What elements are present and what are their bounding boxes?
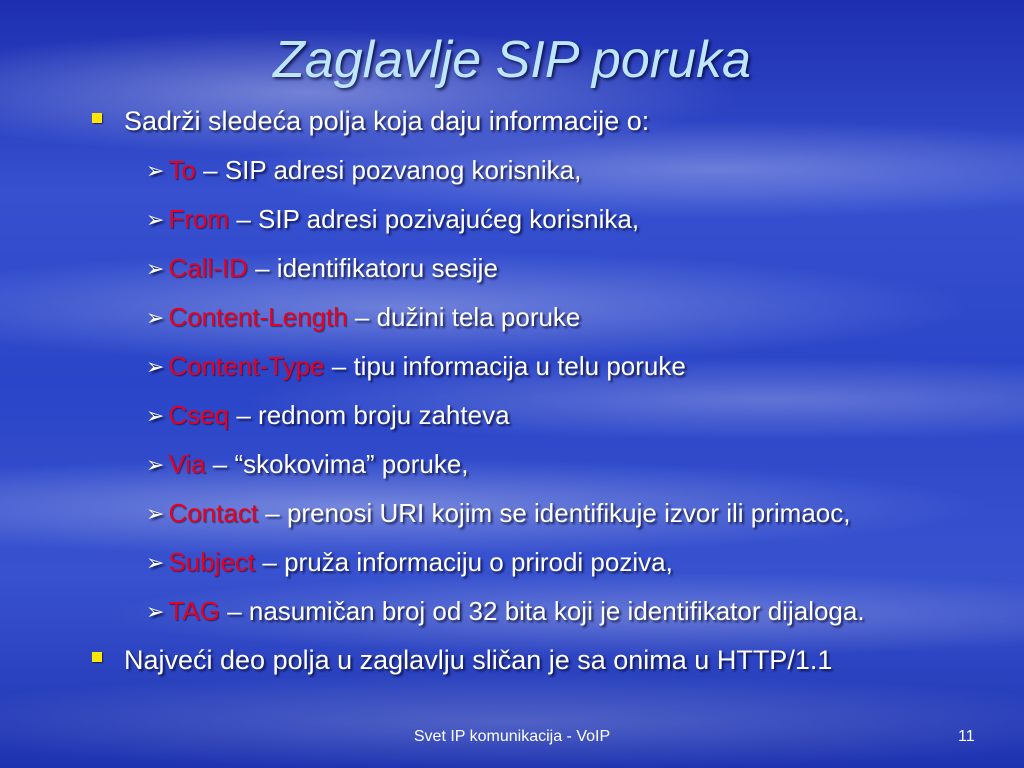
field-description: – pruža informaciju o prirodi poziva, <box>255 547 673 577</box>
field-description: – dužini tela poruke <box>347 302 581 332</box>
field-keyword: Content-Type <box>168 351 325 381</box>
field-item-to <box>146 155 581 186</box>
field-item-call-id <box>146 253 498 284</box>
field-description: – identifikatoru sesije <box>247 253 498 283</box>
square-bullet-icon <box>92 652 102 662</box>
field-description: – SIP adresi pozivajućeg korisnika, <box>229 204 640 234</box>
arrowhead-bullet-icon: ➢ <box>146 403 165 428</box>
bullet-item-summary <box>92 645 832 676</box>
bullet-text: Najveći deo polja u zaglavlju sličan je sa onima u HTTP/1.1 <box>124 645 833 675</box>
field-description: – rednom broju zahteva <box>229 400 510 430</box>
field-description: – “skokovima” poruke, <box>205 449 469 479</box>
field-keyword: From <box>168 204 230 234</box>
field-keyword: Contact <box>168 498 259 528</box>
field-item-from <box>146 204 639 235</box>
field-item-content-length <box>146 302 580 333</box>
field-item-cseq <box>146 400 510 431</box>
field-item-tag <box>146 596 865 627</box>
field-keyword: Call-ID <box>168 253 248 283</box>
arrowhead-bullet-icon: ➢ <box>146 305 165 330</box>
arrowhead-bullet-icon: ➢ <box>146 501 165 526</box>
field-description: – nasumičan broj od 32 bita koji je identifikator dijaloga. <box>219 596 865 626</box>
field-description: – prenosi URI kojim se identifikuje izvor ili primaoc, <box>258 498 851 528</box>
square-bullet-icon <box>92 113 102 123</box>
field-keyword: Subject <box>168 547 256 577</box>
field-keyword: Via <box>168 449 206 479</box>
field-item-subject <box>146 547 673 578</box>
field-description: – SIP adresi pozvanog korisnika, <box>195 155 582 185</box>
arrowhead-bullet-icon: ➢ <box>146 550 165 575</box>
field-keyword: Content-Length <box>168 302 348 332</box>
field-keyword: TAG <box>168 596 220 626</box>
field-keyword: To <box>168 155 196 185</box>
arrowhead-bullet-icon: ➢ <box>146 158 165 183</box>
field-item-content-type <box>146 351 686 382</box>
slide-title: Zaglavlje SIP poruka <box>273 31 751 89</box>
bullet-text: Sadrži sledeća polja koja daju informacije o: <box>124 106 650 136</box>
arrowhead-bullet-icon: ➢ <box>146 452 165 477</box>
slide-page-number: 11 <box>958 728 975 745</box>
slide-footer: Svet IP komunikacija - VoIP <box>413 728 611 745</box>
field-description: – tipu informacija u telu poruke <box>324 351 686 381</box>
arrowhead-bullet-icon: ➢ <box>146 207 165 232</box>
arrowhead-bullet-icon: ➢ <box>146 354 165 379</box>
arrowhead-bullet-icon: ➢ <box>146 599 165 624</box>
field-keyword: Cseq <box>168 400 230 430</box>
bullet-item-intro <box>92 106 649 137</box>
field-item-contact <box>146 498 850 529</box>
arrowhead-bullet-icon: ➢ <box>146 256 165 281</box>
field-item-via <box>146 449 469 480</box>
